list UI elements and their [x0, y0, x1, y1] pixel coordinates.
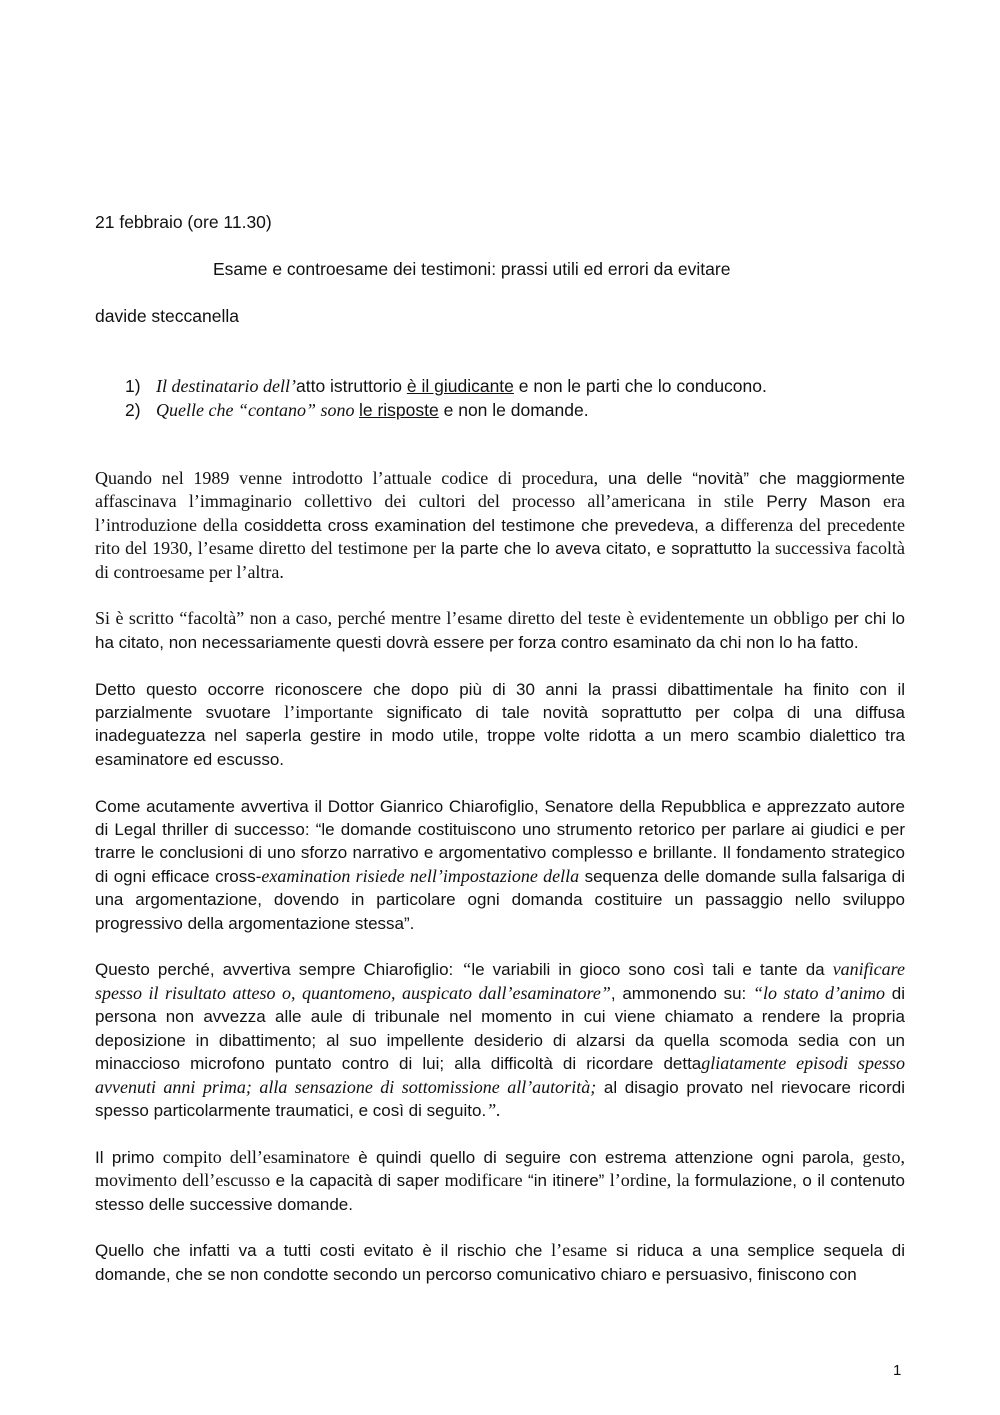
list-text: e non le domande. [438, 400, 589, 420]
text-run: compito dell’esaminatore [162, 1146, 350, 1167]
paragraph [95, 1146, 905, 1216]
list-underlined-text: è il giudicante [406, 376, 514, 396]
text-run: e la capacità di saper [270, 1171, 445, 1191]
text-run: l’esame [551, 1240, 608, 1261]
text-run: gesto, movimento dell’escusso [95, 1146, 905, 1191]
text-run: è quindi quello di seguire con estrema attenzione ogni parola, [349, 1147, 863, 1167]
text-run: differenza del precedente rito del 1930, l’esame diretto del testimone per [95, 514, 906, 559]
list-text: e non le parti che lo conducono. [513, 376, 767, 396]
paragraph [95, 467, 905, 584]
text-run: Quello che infatti va a tutti costi evitato è il rischio che [95, 1241, 552, 1261]
list-item [125, 398, 767, 422]
paragraph [95, 958, 905, 1122]
paragraph [95, 1239, 905, 1286]
text-run: modificare [444, 1170, 523, 1191]
text-run: , ammonendo su: [610, 983, 753, 1003]
text-run: cosiddetta cross examination del testimone che prevedeva, a [237, 515, 721, 535]
text-run: di persona non avvezza alle aule di tribunale nel momento in cui viene chiamato a rendere la propria deposizione in dibattimento; al suo impellente desiderio di alzarsi da quella scomoda sedia con un minaccioso microfono puntato contro di lui; alla difficoltà di ricordare detta [95, 983, 905, 1074]
paragraph [95, 607, 905, 654]
list-number: 2) [125, 400, 141, 420]
text-run: l’importante [284, 702, 374, 723]
list-number: 1) [125, 376, 141, 396]
document-date: 21 febbraio (ore 11.30) [95, 212, 272, 232]
text-run: le variabili in gioco sono così tali e tante da [471, 960, 833, 980]
list-item [125, 374, 767, 398]
page-number: 1 [893, 1362, 902, 1379]
text-run: Il primo [95, 1147, 163, 1167]
text-run: la parte che lo aveva citato, e soprattutto [436, 539, 757, 559]
paragraph [95, 795, 905, 935]
text-run: gliatamente episodi spesso avvenuti anni prima; alla sensazione di sottomissione all’autorità; [95, 1053, 906, 1097]
text-run: ”. [486, 1099, 501, 1120]
list-text: atto istruttorio [295, 376, 407, 396]
text-run: affascinava l’immaginario collettivo dei cultori del processo all’americana in stile [95, 491, 754, 512]
text-run: era l’introduzione della [95, 491, 905, 535]
document-title: Esame e controesame dei testimoni: prassi utili ed errori da evitare [213, 259, 731, 279]
text-run: Questo perché, avvertiva sempre Chiarofiglio: [95, 960, 462, 980]
text-run: formulazione, o il contenuto stesso delle successive domande. [95, 1171, 905, 1214]
text-run: vanificare spesso il risultato atteso o, quantomeno, auspicato dall’esaminatore” [95, 959, 905, 1003]
text-run: Detto questo occorre riconoscere che dopo più di 30 anni la prassi dibattimentale ha finito con il parzialmente svuotare [95, 679, 905, 723]
text-run: significato di tale novità soprattutto per colpa di una diffusa inadeguatezza nel saperla gestire in modo utile, troppe volte ridotta a un mero scambio dialettico tra esaminatore ed escusso. [95, 703, 905, 769]
text-run: “in itinere” [522, 1171, 610, 1191]
document-body [95, 467, 905, 1310]
text-run: si riduca a una semplice sequela di domande, che se non condotte secondo un percorso comunicativo chiaro e persuasivo, finiscono con [95, 1241, 905, 1284]
text-run: Quando nel 1989 venne introdotto l’attuale codice di procedura, [95, 468, 599, 488]
text-run: Perry Mason [753, 492, 884, 512]
document-author: davide steccanella [95, 306, 239, 326]
text-run: “ [461, 959, 472, 980]
key-points-list [125, 374, 767, 422]
text-run: l’ordine, la [609, 1170, 690, 1191]
list-italic-text: Il destinatario dell’ [156, 376, 296, 396]
text-run: Come acutamente avvertiva il Dottor Gianrico Chiarofiglio, Senatore della Repubblica e apprezzato autore di Legal thriller di successo: “le domande costituiscono uno strumento retorico per parlare ai giudici e per trarre le conclusioni di uno sforzo narrativo e argomentativo complesso e brillante. Il fondamento strategico di ogni efficace cross- [95, 796, 905, 886]
text-run: la successiva facoltà di controesame per l’altra. [95, 538, 905, 582]
text-run: al disagio provato nel rievocare ricordi spesso particolarmente traumatici, e così di seguito. [95, 1077, 905, 1120]
text-run: Si è scritto “facoltà” non a caso, perché mentre l’esame diretto del teste è evidentemente un obbligo [95, 608, 829, 629]
paragraph [95, 678, 905, 772]
text-run: “lo stato d’animo [753, 982, 886, 1003]
list-underlined-text: le risposte [358, 400, 439, 420]
text-run: examination risiede nell’impostazione della [261, 865, 580, 886]
text-run: una delle “novità” che maggiormente [598, 469, 905, 488]
text-run: sequenza delle domande sulla falsariga di una argomentazione, dovendo in particolare ogni domanda costituire un passaggio nello sviluppo progressivo della argomentazione stessa”. [95, 866, 906, 933]
text-run: per chi lo ha citato, non necessariamente questi dovrà essere per forza contro esaminato da chi non lo ha fatto. [95, 609, 906, 652]
list-italic-text: Quelle che “contano” sono [156, 400, 359, 420]
